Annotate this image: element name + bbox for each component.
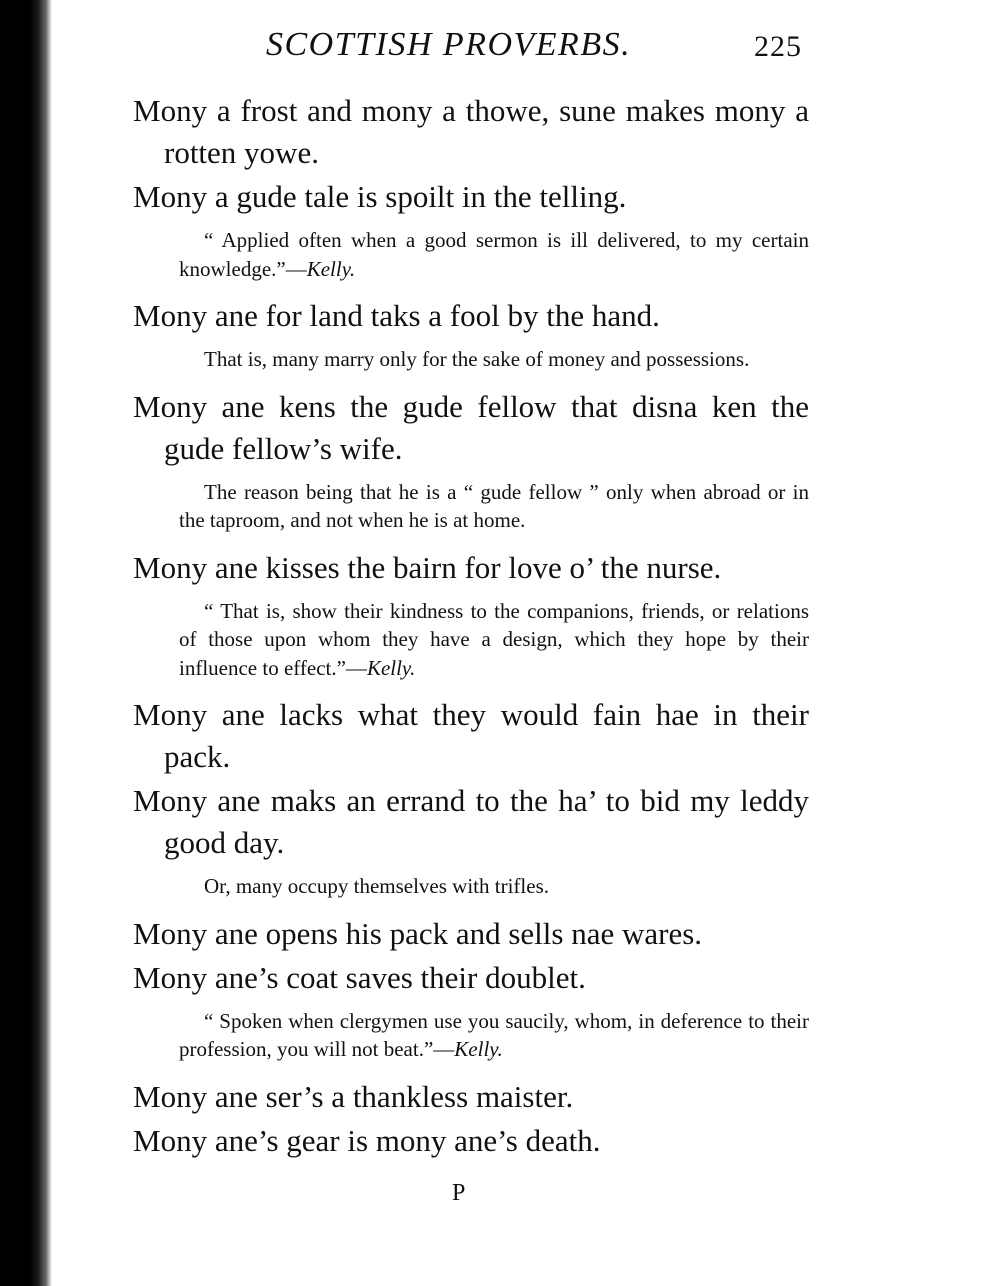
proverb-list <box>133 90 809 1164</box>
proverb: Mony ane lacks what they would fain hae in their pack. <box>133 697 809 774</box>
proverb: Mony a frost and mony a thowe, sune makes mony a rotten yowe. <box>133 93 809 170</box>
gloss <box>133 872 809 901</box>
gloss <box>133 597 809 683</box>
citation: Kelly. <box>454 1037 503 1061</box>
signature-mark: P <box>452 1180 466 1206</box>
binding-edge <box>0 0 52 1286</box>
proverb: Mony ane opens his pack and sells nae wares. <box>133 915 703 951</box>
gloss <box>133 345 809 374</box>
proverb: Mony ane’s gear is mony ane’s death. <box>133 1122 601 1158</box>
gloss-text: “ That is, show their kindness to the companions, friends, or relations of those upon whom they have a design, which they hope by their influence to effect.”— <box>179 598 809 680</box>
gloss-text: The reason being that he is a “ gude fellow ” only when abroad or in the taproom, and not when he is at home. <box>179 479 809 532</box>
gloss-text: “ Applied often when a good sermon is ill delivered, to my certain knowledge.”— <box>179 228 809 281</box>
gloss <box>133 478 809 535</box>
gloss <box>133 226 809 283</box>
page-number: 225 <box>754 30 802 63</box>
gloss-text: Or, many occupy themselves with trifles. <box>204 874 549 898</box>
proverb: Mony ane kens the gude fellow that disna ken the gude fellow’s wife. <box>133 388 809 466</box>
proverb: Mony ane kisses the bairn for love o’ the nurse. <box>133 549 722 585</box>
proverb: Mony ane maks an errand to the ha’ to bid my leddy good day. <box>133 783 809 860</box>
citation: Kelly. <box>366 655 416 680</box>
citation: Kelly. <box>306 256 356 281</box>
gloss <box>133 1007 809 1064</box>
proverb: Mony ane’s coat saves their doublet. <box>133 959 586 995</box>
proverb: Mony ane for land taks a fool by the hand. <box>133 298 660 333</box>
proverb: Mony ane ser’s a thankless maister. <box>133 1078 574 1114</box>
gloss-text: That is, many marry only for the sake of money and possessions. <box>204 347 750 371</box>
gloss-text: “ Spoken when clergymen use you saucily, whom, in deference to their profession, you will not beat.”— <box>179 1008 809 1061</box>
proverb: Mony a gude tale is spoilt in the telling. <box>133 179 627 214</box>
running-title: SCOTTISH PROVERBS. <box>266 26 632 63</box>
